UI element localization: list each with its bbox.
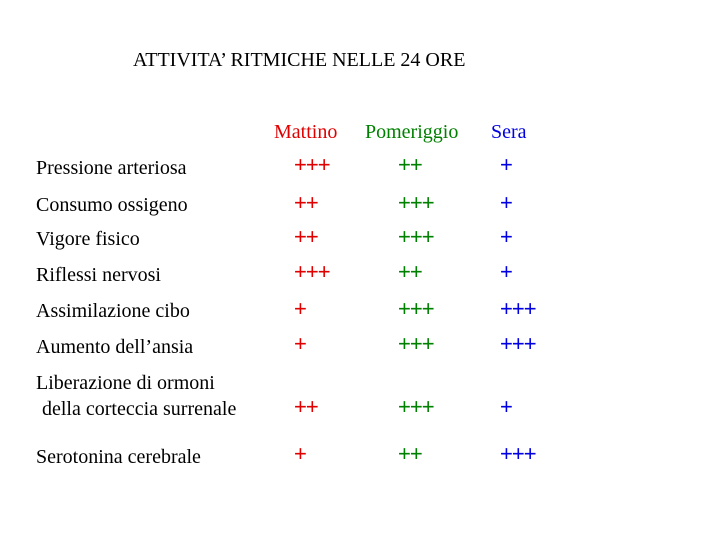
sera-value: +++ [500,441,536,466]
sera-value: +++ [500,331,536,356]
sera-value: + [500,394,512,419]
column-header-mattino: Mattino [274,121,338,143]
row-label-line-2: della corteccia surrenale [42,398,237,420]
sera-value: + [500,224,512,249]
mattino-value: ++ [294,224,318,249]
row-label-liberazione-ormoni [36,370,236,422]
pomeriggio-value: +++ [398,394,434,419]
pomeriggio-value: ++ [398,441,422,466]
row-label-serotonina-cerebrale: Serotonina cerebrale [36,446,201,468]
pomeriggio-value: +++ [398,296,434,321]
sera-value: + [500,190,512,215]
mattino-value: +++ [294,152,330,177]
pomeriggio-value: ++ [398,152,422,177]
row-label-consumo-ossigeno: Consumo ossigeno [36,194,188,216]
pomeriggio-value: ++ [398,259,422,284]
row-label-assimilazione-cibo: Assimilazione cibo [36,300,190,322]
mattino-value: + [294,331,306,356]
column-header-sera: Sera [491,121,527,143]
row-label-riflessi-nervosi: Riflessi nervosi [36,264,161,286]
row-label-vigore-fisico: Vigore fisico [36,228,140,250]
row-label-pressione-arteriosa: Pressione arteriosa [36,157,187,179]
mattino-value: ++ [294,394,318,419]
pomeriggio-value: +++ [398,190,434,215]
sera-value: +++ [500,296,536,321]
sera-value: + [500,259,512,284]
mattino-value: ++ [294,190,318,215]
pomeriggio-value: +++ [398,331,434,356]
page-title: ATTIVITA’ RITMICHE NELLE 24 ORE [133,49,466,71]
sera-value: + [500,152,512,177]
mattino-value: +++ [294,259,330,284]
column-header-pomeriggio: Pomeriggio [365,121,459,143]
row-label-aumento-ansia: Aumento dell’ansia [36,336,194,358]
mattino-value: + [294,296,306,321]
mattino-value: + [294,441,306,466]
pomeriggio-value: +++ [398,224,434,249]
row-label-line-1: Liberazione di ormoni [36,372,215,394]
